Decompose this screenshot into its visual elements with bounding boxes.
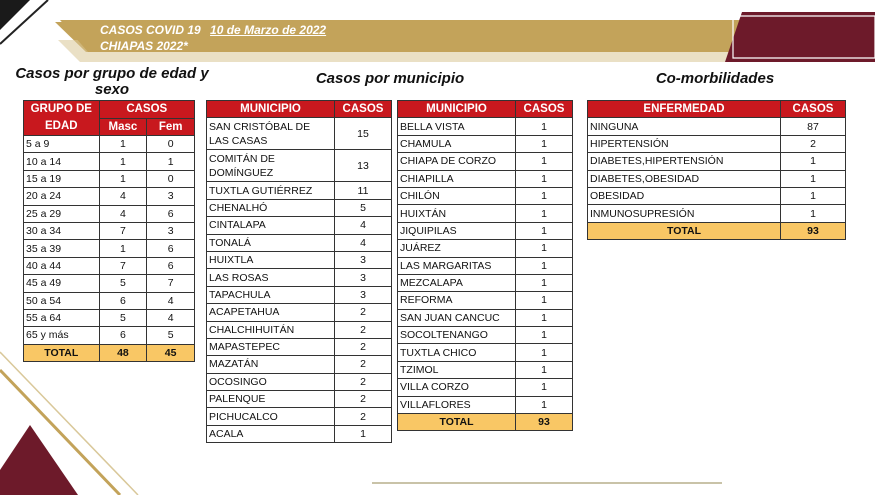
municipio-table-row (207, 373, 392, 390)
municipio-cases-cell: 1 (516, 361, 573, 378)
municipio-name-cell: ACAPETAHUA (207, 304, 335, 321)
municipio-cases-cell: 1 (516, 222, 573, 239)
municipio-name-cell: SAN CRISTÓBAL DE LAS CASAS (207, 118, 335, 150)
age-table-row (24, 222, 195, 239)
municipio-table-row (207, 321, 392, 338)
comorb-table-row (588, 187, 846, 204)
comorb-table-row (588, 205, 846, 222)
comorb-table-header-row (588, 101, 846, 118)
municipio-1-header-cases: CASOS (335, 101, 392, 118)
municipio-cases-cell: 1 (516, 257, 573, 274)
comorb-cases-cell: 1 (781, 153, 846, 170)
municipio-table-row (398, 309, 573, 326)
municipio-name-cell: ACALA (207, 425, 335, 442)
municipio-table-row (398, 118, 573, 135)
male-count-cell: 1 (99, 136, 147, 153)
comorb-table-row (588, 135, 846, 152)
municipio-cases-cell: 1 (516, 292, 573, 309)
municipio-table-row (398, 187, 573, 204)
municipio-cases-cell: 4 (335, 217, 392, 234)
municipio-section-title: Casos por municipio (315, 70, 465, 87)
municipio-table-row (207, 391, 392, 408)
municipio-name-cell: CHENALHÓ (207, 199, 335, 216)
age-group-cell: 50 a 54 (24, 292, 100, 309)
municipio-table-row (398, 170, 573, 187)
age-group-cell: 5 a 9 (24, 136, 100, 153)
age-header-cases: CASOS (99, 101, 194, 119)
comorb-cases-cell: 1 (781, 170, 846, 187)
header-title-prefix: CASOS COVID 19 (100, 23, 201, 37)
municipio-name-cell: VILLAFLORES (398, 396, 516, 413)
municipio-cases-cell: 1 (516, 187, 573, 204)
male-count-cell: 1 (99, 240, 147, 257)
municipio-table-row (207, 251, 392, 268)
municipio-name-cell: CHAMULA (398, 135, 516, 152)
age-table-row (24, 205, 195, 222)
municipio-name-cell: MAZATÁN (207, 356, 335, 373)
municipio-name-cell: BELLA VISTA (398, 118, 516, 135)
municipio-cases-cell: 1 (516, 205, 573, 222)
comorb-cases-cell: 1 (781, 205, 846, 222)
comorb-cases-cell: 2 (781, 135, 846, 152)
municipio-name-cell: HUIXTÁN (398, 205, 516, 222)
age-table-row (24, 327, 195, 344)
municipio-name-cell: TUXTLA CHICO (398, 344, 516, 361)
municipio-name-cell: MAPASTEPEC (207, 338, 335, 355)
female-count-cell: 7 (147, 275, 195, 292)
municipio-table-row (398, 292, 573, 309)
municipio-table-row (207, 118, 392, 150)
municipio-name-cell: CHIAPILLA (398, 170, 516, 187)
municipio-cases-cell: 1 (516, 118, 573, 135)
municipio-name-cell: REFORMA (398, 292, 516, 309)
municipio-name-cell: MEZCALAPA (398, 274, 516, 291)
female-count-cell: 6 (147, 257, 195, 274)
municipio-table-row (207, 338, 392, 355)
age-table-row (24, 153, 195, 170)
municipio-cases-cell: 2 (335, 338, 392, 355)
comorb-name-cell: DIABETES,OBESIDAD (588, 170, 781, 187)
age-group-cell: 40 a 44 (24, 257, 100, 274)
male-count-cell: 1 (99, 170, 147, 187)
municipio-table-row (207, 150, 392, 182)
municipio-cases-cell: 4 (335, 234, 392, 251)
header-maroon-shape (725, 12, 875, 62)
municipio-table-row (207, 234, 392, 251)
municipio-cases-cell: 1 (516, 240, 573, 257)
header-title-line (100, 22, 326, 38)
municipio-name-cell: OCOSINGO (207, 373, 335, 390)
age-section-title: Casos por grupo de edad y sexo (15, 65, 209, 98)
female-count-cell: 5 (147, 327, 195, 344)
male-count-cell: 6 (99, 292, 147, 309)
municipio-cases-cell: 1 (516, 327, 573, 344)
age-total-male: 48 (99, 344, 147, 361)
municipio-name-cell: SOCOLTENANGO (398, 327, 516, 344)
age-header-female: Fem (147, 118, 195, 136)
comorb-table-row (588, 153, 846, 170)
municipio-cases-cell: 1 (516, 396, 573, 413)
male-count-cell: 6 (99, 327, 147, 344)
male-count-cell: 7 (99, 257, 147, 274)
municipio-cases-cell: 13 (335, 150, 392, 182)
municipio-table-row (398, 344, 573, 361)
municipio-cases-cell: 1 (516, 135, 573, 152)
municipio-name-cell: CHILÓN (398, 187, 516, 204)
male-count-cell: 7 (99, 222, 147, 239)
bottom-divider (372, 482, 722, 484)
municipio-name-cell: PICHUCALCO (207, 408, 335, 425)
female-count-cell: 6 (147, 240, 195, 257)
comorb-total-cases: 93 (781, 222, 846, 239)
comorb-total-label: TOTAL (588, 222, 781, 239)
municipio-cases-cell: 5 (335, 199, 392, 216)
municipio-cases-cell: 1 (516, 153, 573, 170)
comorb-header-cases: CASOS (781, 101, 846, 118)
municipio-table-2-header-row (398, 101, 573, 118)
municipio-name-cell: TONALÁ (207, 234, 335, 251)
header-subtitle: CHIAPAS 2022* (100, 39, 188, 53)
municipio-table-row (398, 361, 573, 378)
municipio-table-row (207, 286, 392, 303)
municipio-table-row (398, 327, 573, 344)
comorb-cases-cell: 87 (781, 118, 846, 135)
municipio-name-cell: JUÁREZ (398, 240, 516, 257)
municipio-name-cell: LAS MARGARITAS (398, 257, 516, 274)
municipio-name-cell: TUXTLA GUTIÉRREZ (207, 182, 335, 199)
municipio-cases-cell: 3 (335, 269, 392, 286)
municipio-table-total-row (398, 414, 573, 431)
age-table-header-row (24, 101, 195, 119)
age-table-row (24, 275, 195, 292)
municipio-name-cell: TAPACHULA (207, 286, 335, 303)
age-table-row (24, 240, 195, 257)
age-header-male: Masc (99, 118, 147, 136)
municipio-cases-cell: 1 (516, 309, 573, 326)
municipio-name-cell: CINTALAPA (207, 217, 335, 234)
municipio-1-header-name: MUNICIPIO (207, 101, 335, 118)
age-group-cell: 20 a 24 (24, 188, 100, 205)
municipio-cases-cell: 2 (335, 321, 392, 338)
municipio-cases-cell: 1 (335, 425, 392, 442)
municipio-cases-cell: 3 (335, 286, 392, 303)
age-group-cell: 55 a 64 (24, 309, 100, 326)
municipio-table-row (398, 205, 573, 222)
age-group-cell: 65 y más (24, 327, 100, 344)
municipio-cases-cell: 2 (335, 304, 392, 321)
municipio-name-cell: JIQUIPILAS (398, 222, 516, 239)
female-count-cell: 4 (147, 309, 195, 326)
municipio-table-row (207, 182, 392, 199)
municipio-name-cell: LAS ROSAS (207, 269, 335, 286)
municipio-table-row (398, 379, 573, 396)
header-date: 10 de Marzo de 2022 (210, 23, 327, 37)
comorb-header-name: ENFERMEDAD (588, 101, 781, 118)
municipio-cases-cell: 11 (335, 182, 392, 199)
age-header-group: GRUPO DE EDAD (24, 101, 100, 136)
municipio-name-cell: COMITÁN DE DOMÍNGUEZ (207, 150, 335, 182)
female-count-cell: 0 (147, 170, 195, 187)
municipio-table-row (207, 356, 392, 373)
female-count-cell: 0 (147, 136, 195, 153)
municipio-table-1-header-row (207, 101, 392, 118)
comorb-name-cell: OBESIDAD (588, 187, 781, 204)
male-count-cell: 5 (99, 309, 147, 326)
municipio-name-cell: PALENQUE (207, 391, 335, 408)
municipio-cases-cell: 1 (516, 170, 573, 187)
municipio-cases-cell: 2 (335, 356, 392, 373)
municipio-cases-cell: 1 (516, 344, 573, 361)
municipio-table-row (398, 274, 573, 291)
municipio-table-row (398, 153, 573, 170)
age-group-cell: 30 a 34 (24, 222, 100, 239)
comorb-cases-cell: 1 (781, 187, 846, 204)
municipio-name-cell: CHIAPA DE CORZO (398, 153, 516, 170)
comorb-table-row (588, 118, 846, 135)
bottom-maroon-triangle (0, 425, 78, 495)
age-table-row (24, 309, 195, 326)
comorb-table-row (588, 170, 846, 187)
municipio-name-cell: HUIXTLA (207, 251, 335, 268)
municipio-name-cell: VILLA CORZO (398, 379, 516, 396)
municipio-cases-cell: 3 (335, 251, 392, 268)
municipio-table-2 (397, 100, 573, 431)
age-group-cell: 15 a 19 (24, 170, 100, 187)
age-table (23, 100, 195, 362)
municipio-2-header-cases: CASOS (516, 101, 573, 118)
comorb-table-total-row (588, 222, 846, 239)
municipio-table-row (398, 257, 573, 274)
age-total-female: 45 (147, 344, 195, 361)
male-count-cell: 4 (99, 205, 147, 222)
municipio-table-row (398, 222, 573, 239)
municipio-table-row (207, 425, 392, 442)
age-table-row (24, 292, 195, 309)
comorb-name-cell: NINGUNA (588, 118, 781, 135)
age-table-row (24, 170, 195, 187)
female-count-cell: 3 (147, 188, 195, 205)
municipio-cases-cell: 15 (335, 118, 392, 150)
municipio-2-header-name: MUNICIPIO (398, 101, 516, 118)
male-count-cell: 5 (99, 275, 147, 292)
municipio-table-1 (206, 100, 392, 443)
municipio-cases-cell: 2 (335, 391, 392, 408)
municipio-total-cases: 93 (516, 414, 573, 431)
corner-black-shape (0, 0, 30, 30)
comorbidities-table (587, 100, 846, 240)
age-group-cell: 10 a 14 (24, 153, 100, 170)
municipio-table-row (207, 269, 392, 286)
age-group-cell: 45 a 49 (24, 275, 100, 292)
municipio-cases-cell: 2 (335, 408, 392, 425)
municipio-table-row (207, 408, 392, 425)
comorb-name-cell: INMUNOSUPRESIÓN (588, 205, 781, 222)
municipio-name-cell: SAN JUAN CANCUC (398, 309, 516, 326)
age-total-label: TOTAL (24, 344, 100, 361)
comorb-name-cell: DIABETES,HIPERTENSIÓN (588, 153, 781, 170)
municipio-table-row (207, 304, 392, 321)
municipio-name-cell: TZIMOL (398, 361, 516, 378)
municipio-table-row (207, 199, 392, 216)
header-banner-text (100, 22, 326, 54)
male-count-cell: 4 (99, 188, 147, 205)
age-group-cell: 35 a 39 (24, 240, 100, 257)
comorb-name-cell: HIPERTENSIÓN (588, 135, 781, 152)
age-group-cell: 25 a 29 (24, 205, 100, 222)
age-table-total-row (24, 344, 195, 361)
municipio-cases-cell: 1 (516, 274, 573, 291)
municipio-total-label: TOTAL (398, 414, 516, 431)
age-table-row (24, 257, 195, 274)
municipio-table-row (398, 135, 573, 152)
age-table-row (24, 136, 195, 153)
comorb-section-title: Co-morbilidades (655, 70, 775, 87)
municipio-table-row (398, 396, 573, 413)
municipio-cases-cell: 2 (335, 373, 392, 390)
female-count-cell: 6 (147, 205, 195, 222)
female-count-cell: 3 (147, 222, 195, 239)
municipio-name-cell: CHALCHIHUITÁN (207, 321, 335, 338)
female-count-cell: 1 (147, 153, 195, 170)
municipio-table-row (207, 217, 392, 234)
municipio-table-row (398, 240, 573, 257)
municipio-cases-cell: 1 (516, 379, 573, 396)
female-count-cell: 4 (147, 292, 195, 309)
male-count-cell: 1 (99, 153, 147, 170)
age-table-row (24, 188, 195, 205)
